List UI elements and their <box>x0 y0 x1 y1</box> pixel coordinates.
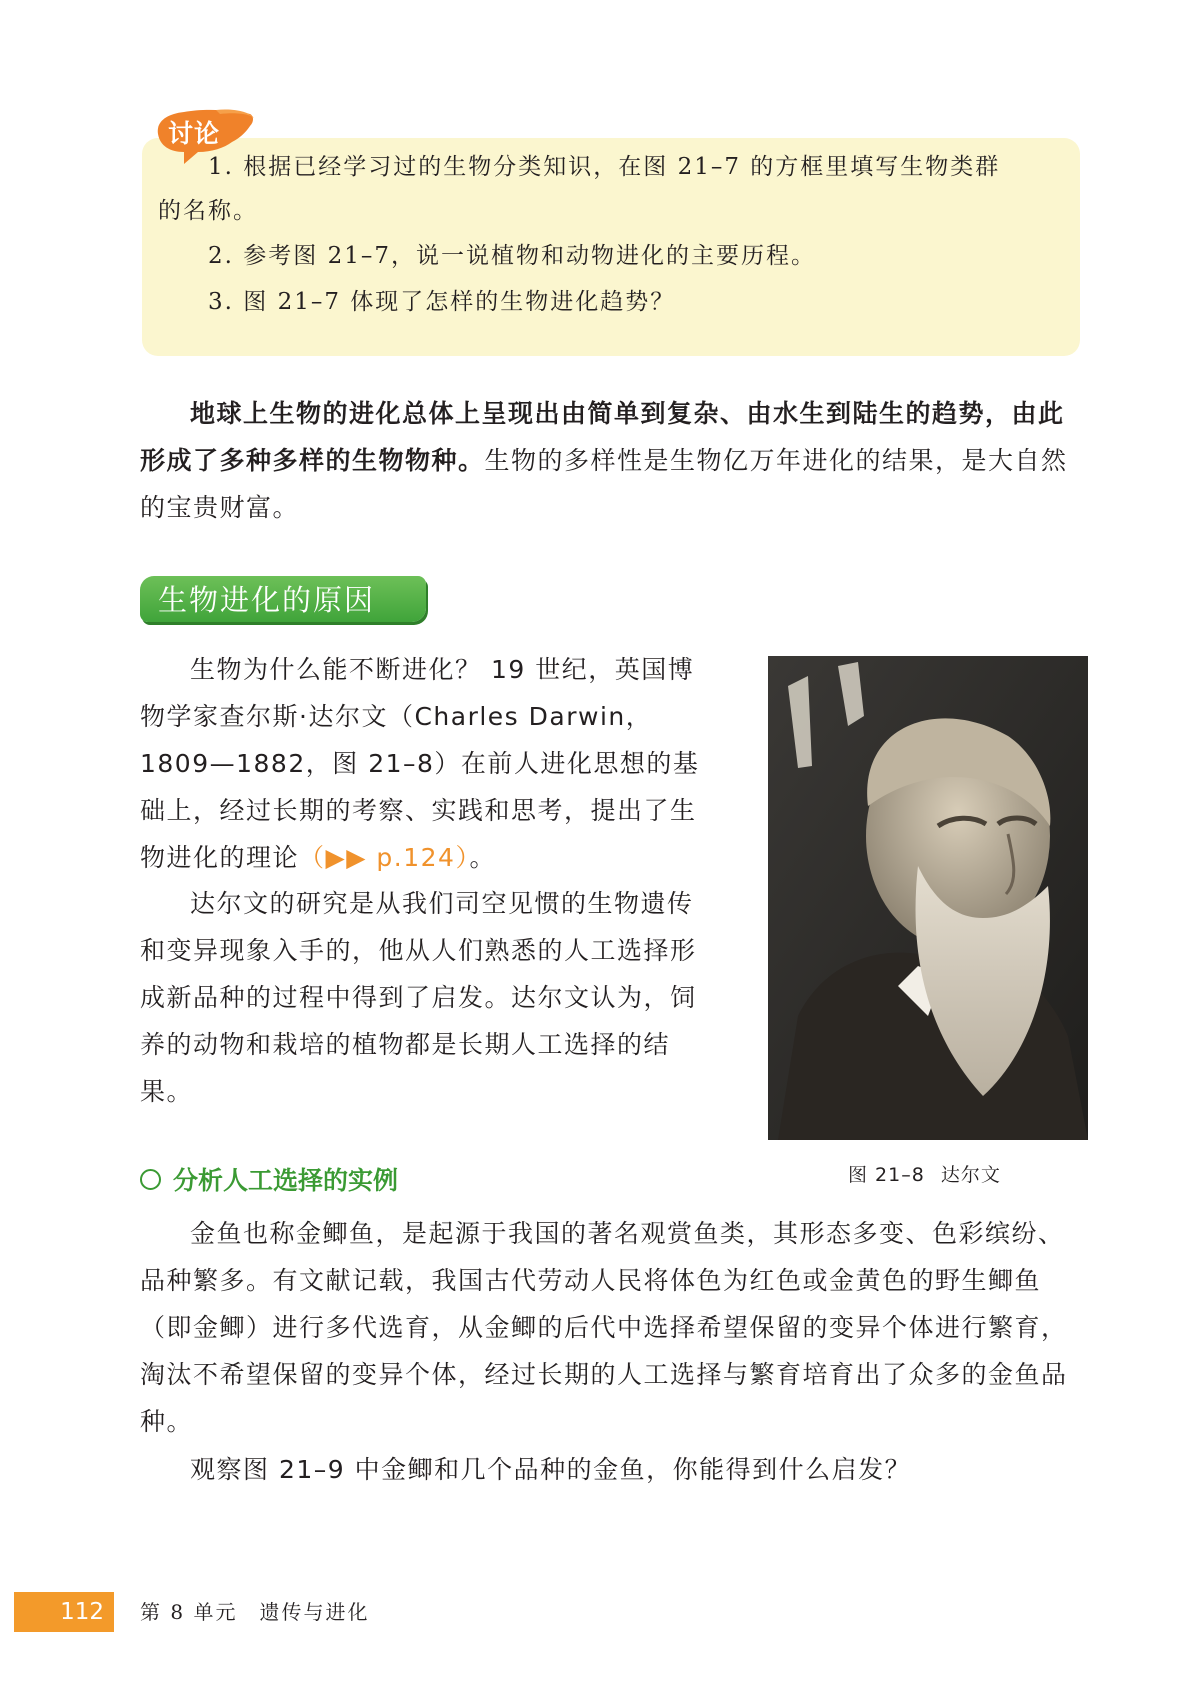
darwin-intro-text: 生物为什么能不断进化？ 19 世纪，英国博物学家查尔斯·达尔文（Charles Darwin，1809—1882，图 21–8）在前人进化思想的基础上，经过长期的考察、实践和思考，提出了生物进化的理论 <box>140 655 700 872</box>
subsection-heading <box>140 1164 398 1198</box>
goldfish-paragraph-2: 观察图 21–9 中金鲫和几个品种的金鱼，你能得到什么启发？ <box>190 1455 912 1484</box>
figure-caption-text: 达尔文 <box>940 1164 1001 1186</box>
darwin-intro-paragraph <box>140 646 714 881</box>
footer-unit-number: 第 8 单元 <box>140 1600 238 1624</box>
figure-number: 图 21–8 <box>848 1164 925 1186</box>
discussion-question-2: 2. 参考图 21–7，说一说植物和动物进化的主要历程。 <box>208 243 816 269</box>
summary-paragraph <box>140 390 1088 531</box>
darwin-portrait-image <box>768 656 1088 1140</box>
discussion-question-1: 1. 根据已经学习过的生物分类知识，在图 21–7 的方框里填写生物类群 <box>208 154 1001 180</box>
darwin-intro-end: 。 <box>469 843 496 872</box>
discussion-question-3: 3. 图 21–7 体现了怎样的生物进化趋势？ <box>208 289 676 315</box>
section-title: 生物进化的原因 <box>158 583 376 617</box>
footer-unit-title: 遗传与进化 <box>259 1600 370 1624</box>
summary-normal-text: 生物的多样性是生物亿万年进化的结果，是大自然的宝贵财富。 <box>140 446 1068 522</box>
discussion-badge-label: 讨论 <box>167 119 220 148</box>
page-reference-link[interactable]: （▶▶ p.124） <box>299 843 470 872</box>
darwin-portrait-drawing <box>768 656 1088 1140</box>
goldfish-paragraph-1: 金鱼也称金鲫鱼，是起源于我国的著名观赏鱼类，其形态多变、色彩缤纷、品种繁多。有文献记载，我国古代劳动人民将体色为红色或金黄色的野生鲫鱼（即金鲫）进行多代选育，从金鲫的后代中选择希望保留的变异个体进行繁育，淘汰不希望保留的变异个体，经过长期的人工选择与繁育培育出了众多的金鱼品种。 <box>140 1219 1068 1436</box>
page-number: 112 <box>60 1599 104 1625</box>
darwin-research-paragraph: 达尔文的研究是从我们司空见惯的生物遗传和变异现象入手的，他从人们熟悉的人工选择形成新品种的过程中得到了启发。达尔文认为，饲养的动物和栽培的植物都是长期人工选择的结果。 <box>140 889 697 1106</box>
circle-bullet-icon <box>140 1169 161 1190</box>
discussion-question-1-cont: 的名称。 <box>158 198 258 224</box>
footer-unit <box>140 1596 369 1628</box>
summary-bold-text: 地球上生物的进化总体上呈现出由简单到复杂、由水生到陆生的趋势，由此形成了多种多样的生物物种。 <box>140 399 1065 475</box>
subsection-title: 分析人工选择的实例 <box>173 1166 399 1195</box>
figure-caption <box>848 1162 1001 1188</box>
